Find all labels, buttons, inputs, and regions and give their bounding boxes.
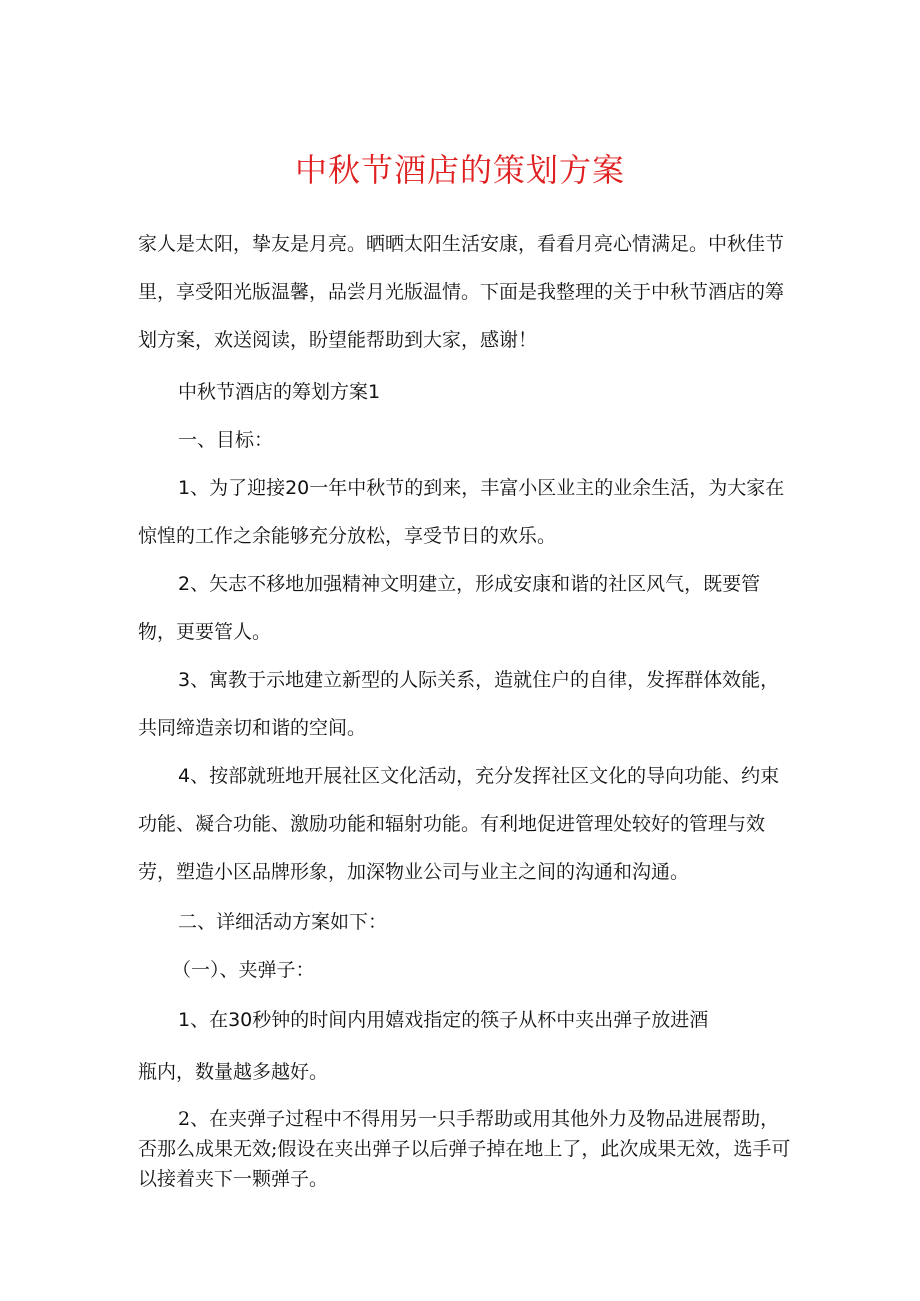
goal-item-2: 2、矢志不移地加强精神文明建立，形成安康和谐的社区风气，既要管物，更要管人。: [138, 573, 761, 643]
section-heading: 中秋节酒店的筹划方案1: [178, 381, 381, 403]
goal-item-3: 3、寓教于示地建立新型的人际关系，造就住户的自律，发挥群体效能，共同缔造亲切和谐的空间。: [138, 669, 780, 739]
activity-heading: （一）、夹弹子：: [172, 959, 315, 981]
rule-2-paragraph: 2、在夹弹子过程中不得用另一只手帮助或用其他外力及物品进展帮助，否那么成果无效;假设在夹出弹子以后弹子掉在地上了，此次成果无效，选手可以接着夹下一颗弹子。: [138, 1108, 791, 1190]
document-title: 中秋节酒店的策划方案: [294, 151, 625, 189]
goal-heading: 一、目标：: [178, 429, 274, 451]
rule-1-line-2: 瓶内，数量越多越好。: [138, 1061, 329, 1083]
intro-paragraph: 家人是太阳，挚友是月亮。晒晒太阳生活安康，看看月亮心情满足。中秋佳节里，享受阳光版温馨，品尝月光版温情。下面是我整理的关于中秋节酒店的筹划方案，欢送阅读，盼望能帮助到大家，感谢！: [138, 233, 785, 351]
goal-item-4: 4、按部就班地开展社区文化活动，充分发挥社区文化的导向功能、约束功能、凝合功能、激励功能和辐射功能。有利地促进管理处较好的管理与效劳，塑造小区品牌形象，加深物业公司与业主之间的沟通和沟通。: [138, 765, 780, 883]
plan-heading: 二、详细活动方案如下：: [178, 911, 388, 933]
goal-item-1: 1、为了迎接20一年中秋节的到来，丰富小区业主的业余生活，为大家在惊惶的工作之余能够充分放松，享受节日的欢乐。: [138, 477, 785, 547]
rule-1-line-1: 1、在30秒钟的时间内用嬉戏指定的筷子从杯中夹出弹子放进酒: [178, 1009, 709, 1031]
